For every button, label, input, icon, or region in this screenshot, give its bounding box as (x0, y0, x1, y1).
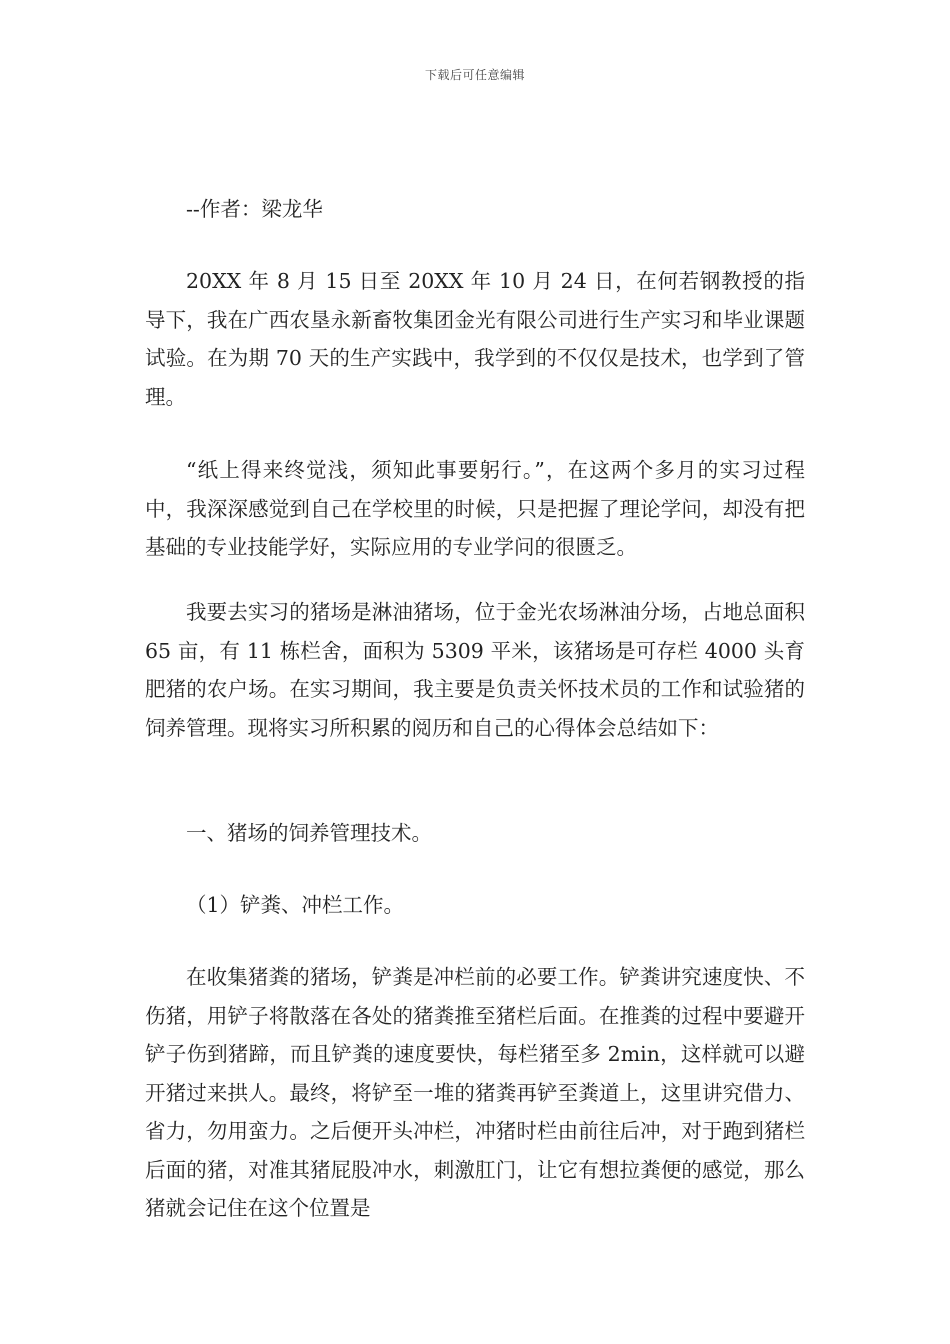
paragraph-quote: “纸上得来终觉浅，须知此事要躬行。”，在这两个多月的实习过程中，我深深感觉到自己在学校里的时候，只是把握了理论学问，却没有把基础的专业技能学好，实际应用的专业学问的很匮乏。 (145, 458, 805, 559)
paragraph-cleaning-work: 在收集猪粪的猪场，铲粪是冲栏前的必要工作。铲粪讲究速度快、不伤猪，用铲子将散落在各处的猪粪推至猪栏后面。在推粪的过程中要避开铲子伤到猪蹄，而且铲粪的速度要快，每栏猪至多 2min，这样就可以避开猪过来拱人。最终，将铲至一堆的猪粪再铲至粪道上，这里讲究借力、省力，勿用蛮力。之后便开头冲栏，冲猪时栏由前往后冲，对于跑到猪栏后面的猪，对准其猪屁股冲水，刺激肛门，让它有想拉粪便的感觉，那么猪就会记住在这个位置是 (145, 965, 805, 1220)
page-header: 下载后可任意编辑 (424, 68, 525, 82)
section-heading: 一、猪场的饲养管理技术。 (186, 821, 432, 845)
author-line: --作者：梁龙华 (186, 197, 323, 221)
paragraph-intro: 20XX 年 8 月 15 日至 20XX 年 10 月 24 日，在何若钢教授的指导下，我在广西农垦永新畜牧集团金光有限公司进行生产实习和毕业课题试验。在为期 70 天的生产实践中，我学到的不仅仅是技术，也学到了管理。 (145, 269, 805, 409)
paragraph-farm-description: 我要去实习的猪场是淋油猪场，位于金光农场淋油分场，占地总面积 65 亩，有 11 栋栏舍，面积为 5309 平米，该猪场是可存栏 4000 头育肥猪的农户场。在实习期间，我主要是负责关怀技术员的工作和试验猪的饲养管理。现将实习所积累的阅历和自己的心得体会总结如下： (145, 600, 805, 740)
subsection-heading: （1）铲粪、冲栏工作。 (186, 893, 405, 917)
